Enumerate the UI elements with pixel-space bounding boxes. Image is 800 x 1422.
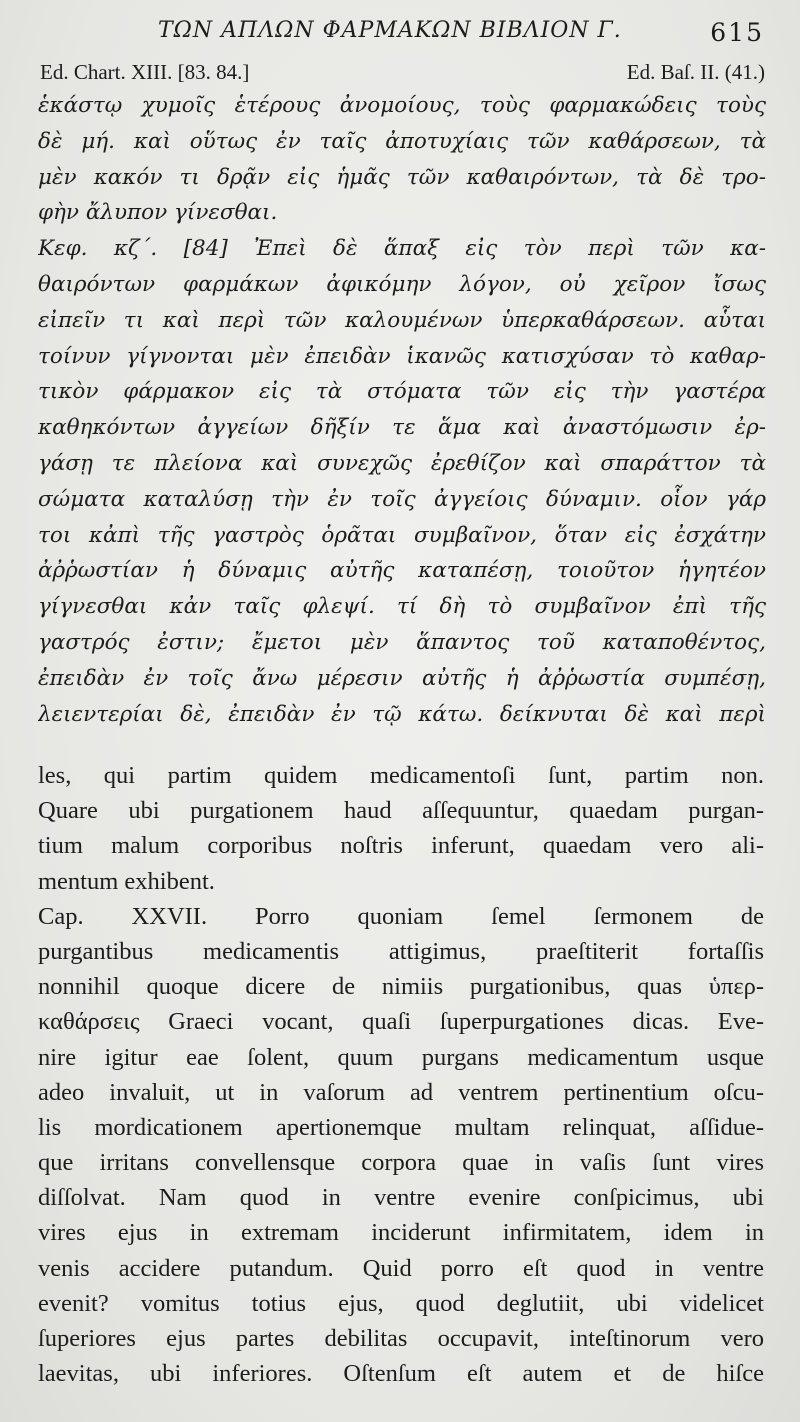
latin-text-line: mentum exhibent. bbox=[38, 867, 215, 895]
greek-text-line: ἑκάστῳ χυμοῖς ἑτέρους ἀνομοίους, τοὺς φαρμακώδεις τοὺς bbox=[38, 93, 766, 118]
greek-text-line: τικὸν φάρμακον εἰς τὰ στόματα τῶν εἰς τὴν γαστέρα bbox=[38, 379, 766, 405]
edition-basel: Ed. Baſ. II. (41.) bbox=[626, 60, 765, 84]
latin-text-line: nire igitur eae ſolent, quum purgans medicamentum usque bbox=[38, 1043, 764, 1071]
latin-text-line: Cap. XXVII. Porro quoniam ſemel ſermonem de bbox=[38, 902, 764, 930]
latin-text-line: vires ejus in extremam inciderunt infirmitatem, idem in bbox=[38, 1219, 764, 1247]
latin-text-line: tium malum corporibus noſtris inferunt, quaedam vero ali- bbox=[38, 832, 764, 860]
greek-text-line: γάσῃ τε πλείονα καὶ συνεχῶς ἐρεθίζον καὶ σπαράττον τὰ bbox=[38, 450, 766, 476]
greek-text-line: θαιρόντων φαρμάκων ἀφικόμην λόγον, οὐ χεῖρον ἴσως bbox=[38, 271, 766, 297]
latin-text-line: les, qui partim quidem medicamentoſi ſunt, partim non. bbox=[38, 762, 764, 789]
latin-text-line: diſſolvat. Nam quod in ventre evenire conſpicimus, ubi bbox=[38, 1184, 764, 1212]
latin-text-block bbox=[38, 758, 764, 1391]
greek-text-line: λειεντερίαι δὲ, ἐπειδὰν ἐν τῷ κάτω. δείκνυται δὲ καὶ περὶ bbox=[38, 701, 766, 727]
greek-text-line: ἀῤῥωστίαν ἡ δύναμις αὐτῆς καταπέσῃ, τοιοῦτον ἡγητέον bbox=[38, 558, 766, 584]
greek-text-line: γίγνεσθαι κἀν ταῖς φλεψί. τί δὴ τὸ συμβαῖνον ἐπὶ τῆς bbox=[38, 594, 766, 620]
running-title: ΤΩΝ ΑΠΛΩΝ ΦΑΡΜΑΚΩΝ ΒΙΒΛΙΟΝ Γ. bbox=[158, 18, 622, 43]
page-header bbox=[0, 18, 800, 52]
latin-text-line: que irritans convellensque corpora quae in vaſis ſunt vires bbox=[38, 1149, 764, 1177]
greek-text-line: σώματα καταλύσῃ τὴν ἐν τοῖς ἀγγείοις δύναμιν. οἷον γάρ bbox=[38, 486, 766, 512]
greek-text-line: εἰπεῖν τι καὶ περὶ τῶν καλουμένων ὑπερκαθάρσεων. αὗται bbox=[38, 307, 766, 333]
greek-text-line: γαστρός ἐστιν; ἔμετοι μὲν ἅπαντος τοῦ καταποθέντος, bbox=[38, 629, 766, 655]
latin-text-line: nonnihil quoque dicere de nimiis purgationibus, quas ὑπερ- bbox=[38, 973, 764, 1001]
latin-text-line: ſuperiores ejus partes debilitas occupavit, inteſtinorum vero bbox=[38, 1325, 764, 1352]
greek-text-line: καθηκόντων ἀγγείων δῆξίν τε ἅμα καὶ ἀναστόμωσιν ἐρ- bbox=[38, 415, 766, 441]
greek-text-line: φὴν ἄλυπον γίνεσθαι. bbox=[38, 200, 278, 226]
greek-text-line: ἐπειδὰν ἐν τοῖς ἄνω μέρεσιν αὐτῆς ἡ ἀῤῥωστία συμπέσῃ, bbox=[38, 665, 766, 691]
edition-chartier: Ed. Chart. XIII. [83. 84.] bbox=[40, 60, 250, 84]
latin-text-line: evenit? vomitus totius ejus, quod deglutiit, ubi videlicet bbox=[38, 1289, 764, 1317]
latin-text-line: adeo invaluit, ut in vaſorum ad ventrem pertinentium oſcu- bbox=[38, 1078, 764, 1106]
latin-text-line: venis accidere putandum. Quid porro eſt quod in ventre bbox=[38, 1254, 764, 1282]
latin-text-line: Quare ubi purgationem haud aſſequuntur, quaedam purgan- bbox=[38, 797, 764, 825]
latin-text-line: lis mordicationem apertionemque multam relinquat, aſſidue- bbox=[38, 1113, 764, 1141]
page-number: 615 bbox=[710, 18, 764, 47]
greek-text-line: τοίνυν γίγνονται μὲν ἐπειδὰν ἱκανῶς κατισχύσαν τὸ καθαρ- bbox=[38, 343, 766, 369]
latin-text-line: καθάρσεις Graeci vocant, quaſi ſuperpurgationes dicas. Eve- bbox=[38, 1008, 764, 1036]
latin-text-line: laevitas, ubi inferiores. Oſtenſum eſt autem et de hiſce bbox=[38, 1360, 764, 1388]
greek-text-line: δὲ μή. καὶ οὕτως ἐν ταῖς ἀποτυχίαις τῶν καθάρσεων, τὰ bbox=[38, 128, 766, 154]
greek-text-line: μὲν κακόν τι δρᾷν εἰς ἡμᾶς τῶν καθαιρόντων, τὰ δὲ τρο- bbox=[38, 164, 766, 190]
edition-reference bbox=[40, 60, 765, 88]
latin-text-line: purgantibus medicamentis attigimus, praeſtiterit fortaſſis bbox=[38, 937, 764, 965]
greek-text-line: τοι κἀπὶ τῆς γαστρὸς ὁρᾶται συμβαῖνον, ὅταν εἰς ἐσχάτην bbox=[38, 522, 766, 548]
greek-text-line: Κεφ. κζ΄. [84] Ἐπεὶ δὲ ἅπαξ εἰς τὸν περὶ τῶν κα- bbox=[38, 236, 766, 262]
greek-text-block bbox=[38, 88, 766, 732]
